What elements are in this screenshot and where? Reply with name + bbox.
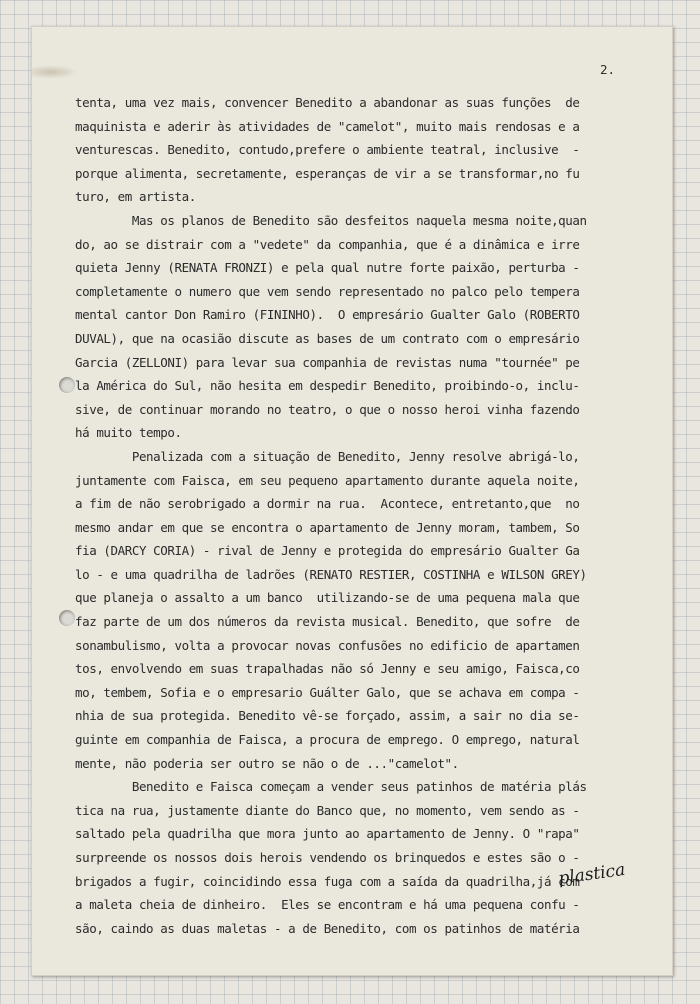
text-line: mental cantor Don Ramiro (FININHO). O empresário Gualter Galo (ROBERTO: [75, 307, 580, 323]
text-line: juntamente com Faisca, em seu pequeno apartamento durante aquela noite,: [75, 472, 580, 488]
text-line: a maleta cheia de dinheiro. Eles se encontram e há uma pequena confu -: [75, 897, 580, 913]
typed-text: [75, 91, 620, 940]
text-line: faz parte de um dos números da revista musical. Benedito, que sofre de: [75, 614, 580, 630]
text-line: guinte em companhia de Faisca, a procura de emprego. O emprego, natural: [75, 732, 580, 748]
text-line: porque alimenta, secretamente, esperanças de vir a se transformar,no fu: [75, 165, 580, 181]
text-line: Mas os planos de Benedito são desfeitos naquela mesma noite,quan: [75, 212, 587, 228]
text-line: turo, em artista.: [75, 189, 196, 205]
text-line: tica na rua, justamente diante do Banco que, no momento, vem sendo as -: [75, 802, 580, 818]
text-line: sonambulismo, volta a provocar novas confusões no edificio de apartamen: [75, 637, 580, 653]
text-line: Benedito e Faisca começam a vender seus patinhos de matéria plás: [75, 779, 587, 795]
text-line: Garcia (ZELLONI) para levar sua companhia de revistas numa "tournée" pe: [75, 354, 580, 370]
text-line: tos, envolvendo em suas trapalhadas não só Jenny e seu amigo, Faisca,co: [75, 661, 580, 677]
text-line: mesmo andar em que se encontra o apartamento de Jenny moram, tambem, So: [75, 519, 580, 535]
text-line: surpreende os nossos dois herois vendendo os brinquedos e estes são o -: [75, 850, 580, 865]
text-line: são, caindo as duas maletas - a de Benedito, com os patinhos de matéria: [75, 920, 580, 936]
text-line: DUVAL), que na ocasião discute as bases de um contrato com o empresário: [75, 330, 580, 346]
text-line: a fim de não serobrigado a dormir na rua. Acontece, entretanto,que no: [75, 496, 580, 512]
text-line: que planeja o assalto a um banco utilizando-se de uma pequena mala que: [75, 590, 580, 606]
text-line: completamente o numero que vem sendo representado no palco pelo tempera: [75, 283, 580, 299]
text-line: sive, de continuar morando no teatro, o que o nosso heroi vinha fazendo: [75, 401, 580, 417]
text-line: la América do Sul, não hesita em despedir Benedito, proibindo-o, inclu-: [75, 378, 580, 394]
punch-hole-top: [59, 377, 75, 393]
text-line: do, ao se distrair com a "vedete" da companhia, que é a dinâmica e irre: [75, 236, 580, 252]
text-line: brigados a fugir, coincidindo essa fuga com a saída da quadrilha,já com: [75, 873, 580, 889]
text-line: mo, tembem, Sofia e o empresario Guálter Galo, que se achava em compa -: [75, 684, 580, 700]
handwritten-note: plastica: [557, 859, 627, 889]
text-line: mente, não poderia ser outro se não o de ..."camelot".: [75, 755, 459, 771]
text-line: há muito tempo.: [75, 425, 182, 441]
text-line: saltado pela quadrilha que mora junto ao apartamento de Jenny. O "rapa": [75, 826, 580, 842]
punch-hole-bottom: [59, 610, 75, 626]
text-line: venturescas. Benedito, contudo,prefere o ambiente teatral, inclusive -: [75, 142, 580, 158]
text-line: tenta, uma vez mais, convencer Benedito a abandonar as suas funções de: [75, 95, 580, 110]
text-line: Penalizada com a situação de Benedito, Jenny resolve abrigá-lo,: [75, 448, 580, 464]
text-line: nhia de sua protegida. Benedito vê-se forçado, assim, a sair no dia se-: [75, 708, 580, 724]
page-number: 2.: [600, 62, 616, 77]
text-line: lo - e uma quadrilha de ladrões (RENATO RESTIER, COSTINHA e WILSON GREY): [75, 566, 587, 582]
text-line: maquinista e aderir às atividades de "camelot", muito mais rendosas e a: [75, 118, 580, 134]
torn-corner: [32, 65, 78, 79]
text-line: quieta Jenny (RENATA FRONZI) e pela qual nutre forte paixão, perturba -: [75, 260, 580, 276]
text-line: fia (DARCY CORIA) - rival de Jenny e protegida do empresário Gualter Ga: [75, 543, 580, 559]
